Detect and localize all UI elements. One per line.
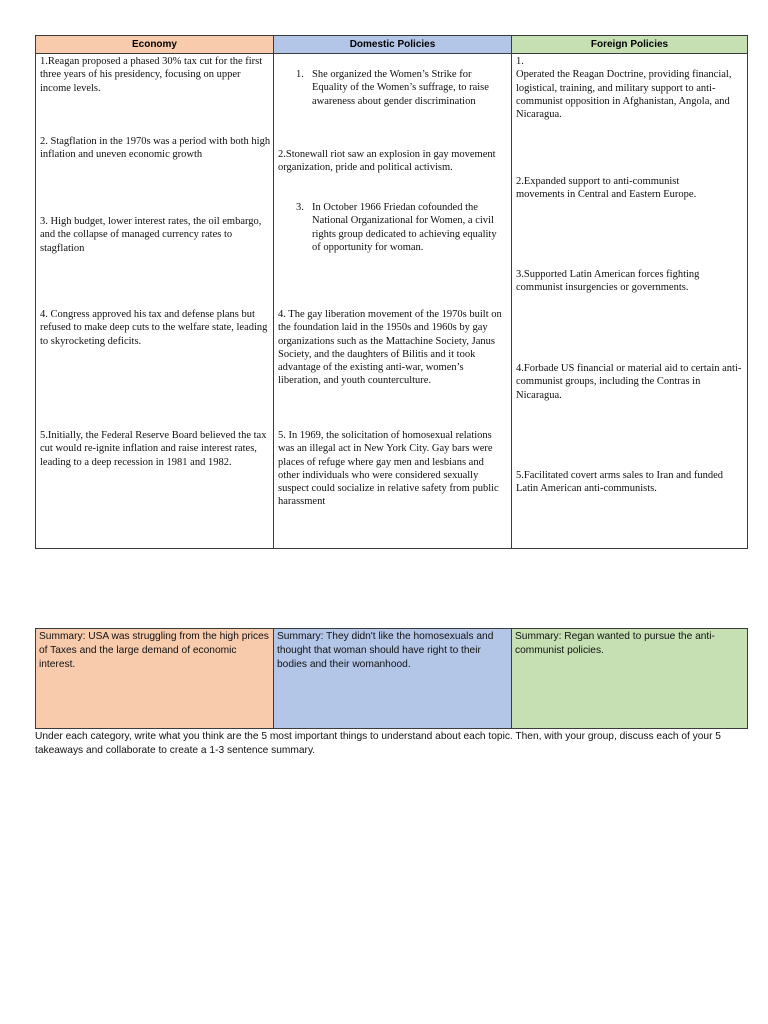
domestic-item-3-number: 3.	[296, 202, 304, 213]
summary-table	[35, 628, 748, 729]
economy-item-3[interactable]: 3. High budget, lower interest rates, the oil embargo, and the collapse of managed currency rates to stagflation	[40, 216, 262, 254]
foreign-item-1-number: 1.	[516, 56, 524, 67]
takeaways-table	[35, 35, 748, 549]
economy-item-2[interactable]: 2. Stagflation in the 1970s was a period with both high inflation and uneven economic growth	[40, 136, 271, 161]
instructions-text: Under each category, write what you think are the 5 most important things to understand about each topic. Then, with your group, discuss each of your 5 takeaways and collaborate to create a 1-3 sentence summary.	[35, 731, 721, 756]
domestic-item-5[interactable]: 5. In 1969, the solicitation of homosexual relations was an illegal act in New York City. Gay bars were places of refuge where gay men and lesbians and other individuals who were considered sexually suspect could socialize in relative safety from public harassment	[278, 430, 499, 508]
economy-column[interactable]	[36, 54, 274, 548]
summary-economy[interactable]: Summary: USA was struggling from the high prices of Taxes and the large demand of economic interest.	[36, 629, 274, 728]
economy-item-4[interactable]: 4. Congress approved his tax and defense plans but refused to make deep cuts to the welfare state, leading to skyrocketing deficits.	[40, 309, 268, 347]
summary-foreign-policies[interactable]: Summary: Regan wanted to pursue the anti-communist policies.	[512, 629, 747, 728]
foreign-item-1-text: Operated the Reagan Doctrine, providing financial, logistical, training, and military support to anti-communist opposition in Afghanistan, Angola, and Nicaragua.	[516, 69, 732, 121]
domestic-item-4[interactable]: 4. The gay liberation movement of the 1970s built on the foundation laid in the 1950s and 1960s by gay organizations such as the Mattachine Society, Janus Society, and the daughters of Bilitis and it took advantage of the existing anti-war, women’s liberation, and youth counterculture.	[278, 309, 502, 387]
economy-item-5[interactable]: 5.Initially, the Federal Reserve Board believed the tax cut would re-ignite inflation and raise interest rates, leading to a deep recession in 1981 and 1982.	[40, 430, 267, 468]
summary-domestic-policies[interactable]: Summary: They didn't like the homosexuals and thought that woman should have right to their bodies and their womanhood.	[274, 629, 512, 728]
economy-item-1[interactable]: 1.Reagan proposed a phased 30% tax cut for the first three years of his presidency, focusing on upper income levels.	[40, 56, 263, 94]
header-foreign-policies: Foreign Policies	[512, 36, 747, 54]
foreign-item-1[interactable]	[516, 55, 746, 121]
header-economy: Economy	[36, 36, 274, 54]
domestic-item-2[interactable]: 2.Stonewall riot saw an explosion in gay movement organization, pride and political activism.	[278, 149, 496, 174]
domestic-item-1-number: 1.	[296, 69, 304, 80]
foreign-item-3[interactable]: 3.Supported Latin American forces fighting communist insurgencies or governments.	[516, 269, 700, 294]
domestic-item-1[interactable]	[296, 68, 506, 108]
domestic-item-1-text: She organized the Women’s Strike for Equality of the Women’s suffrage, to raise awareness about gender discrimination	[312, 69, 489, 107]
header-domestic-policies: Domestic Policies	[274, 36, 512, 54]
domestic-item-3[interactable]	[296, 201, 506, 254]
foreign-policies-column[interactable]	[512, 54, 747, 548]
domestic-item-3-text: In October 1966 Friedan cofounded the National Organizational for Women, a civil rights group dedicated to achieving equality of opportunity for woman.	[312, 202, 497, 253]
foreign-item-5[interactable]: 5.Facilitated covert arms sales to Iran and funded Latin American anti-communists.	[516, 470, 724, 495]
foreign-item-4[interactable]: 4.Forbade US financial or material aid to certain anti-communist groups, including the Contras in Nicaragua.	[516, 363, 742, 401]
domestic-policies-column[interactable]	[274, 54, 512, 548]
foreign-item-2[interactable]: 2.Expanded support to anti-communist movements in Central and Eastern Europe.	[516, 176, 697, 201]
